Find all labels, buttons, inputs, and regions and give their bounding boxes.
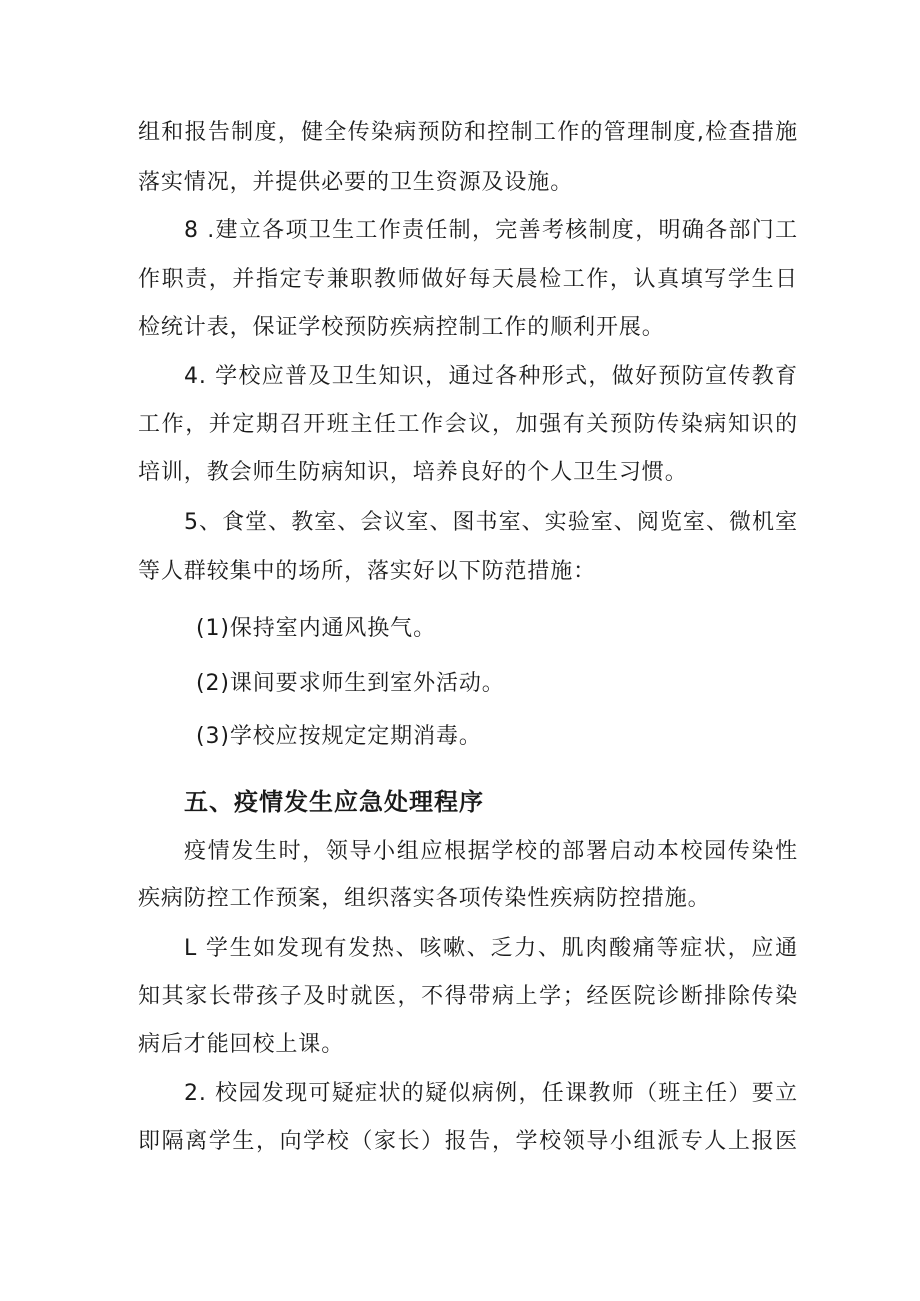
paragraph-item-8-line-1: 8 .建立各项卫生工作责任制，完善考核制度，明确各部门工 [184, 218, 798, 243]
section-intro-line-2: 疾病防控工作预案，组织落实各项传染性疾病防控措施。 [138, 886, 711, 911]
paragraph-item-4-line-1: 4. 学校应普及卫生知识，通过各种形式，做好预防宣传教育 [184, 364, 798, 389]
section-item-1-line-1: L 学生如发现有发热、咳嗽、乏力、肌肉酸痛等症状，应通 [184, 936, 798, 961]
paragraph-item-8-line-2: 作职责，并指定专兼职教师做好每天晨检工作，认真填写学生日 [138, 267, 798, 292]
measure-item-2: (2)课间要求师生到室外活动。 [196, 671, 505, 696]
paragraph-continuation-line-1: 组和报告制度，健全传染病预防和控制工作的管理制度,检查措施 [138, 120, 798, 145]
section-item-1-line-3: 病后才能回校上课。 [138, 1032, 345, 1057]
paragraph-item-4-line-2: 工作，并定期召开班主任工作会议，加强有关预防传染病知识的 [138, 412, 798, 437]
section-item-2-line-2: 即隔离学生，向学校（家长）报告，学校领导小组派专人上报医 [138, 1129, 798, 1154]
measure-item-1: (1)保持室内通风换气。 [196, 616, 436, 641]
section-intro-line-1: 疫情发生时，领导小组应根据学校的部署启动本校园传染性 [184, 839, 798, 864]
section-heading: 五、疫情发生应急处理程序 [184, 788, 484, 816]
paragraph-item-8-line-3: 检统计表，保证学校预防疾病控制工作的顺利开展。 [138, 315, 665, 340]
paragraph-continuation-line-2: 落实情况，并提供必要的卫生资源及设施。 [138, 170, 574, 195]
paragraph-item-5-line-2: 等人群较集中的场所，落实好以下防范措施： [138, 559, 597, 584]
paragraph-item-5-line-1: 5、食堂、教室、会议室、图书室、实验室、阅览室、微机室 [184, 510, 798, 535]
paragraph-item-4-line-3: 培训，教会师生防病知识，培养良好的个人卫生习惯。 [138, 460, 688, 485]
section-item-1-line-2: 知其家长带孩子及时就医，不得带病上学；经医院诊断排除传染 [138, 984, 798, 1009]
measure-item-3: (3)学校应按规定定期消毒。 [196, 724, 482, 749]
section-item-2-line-1: 2. 校园发现可疑症状的疑似病例，任课教师（班主任）要立 [184, 1081, 798, 1106]
